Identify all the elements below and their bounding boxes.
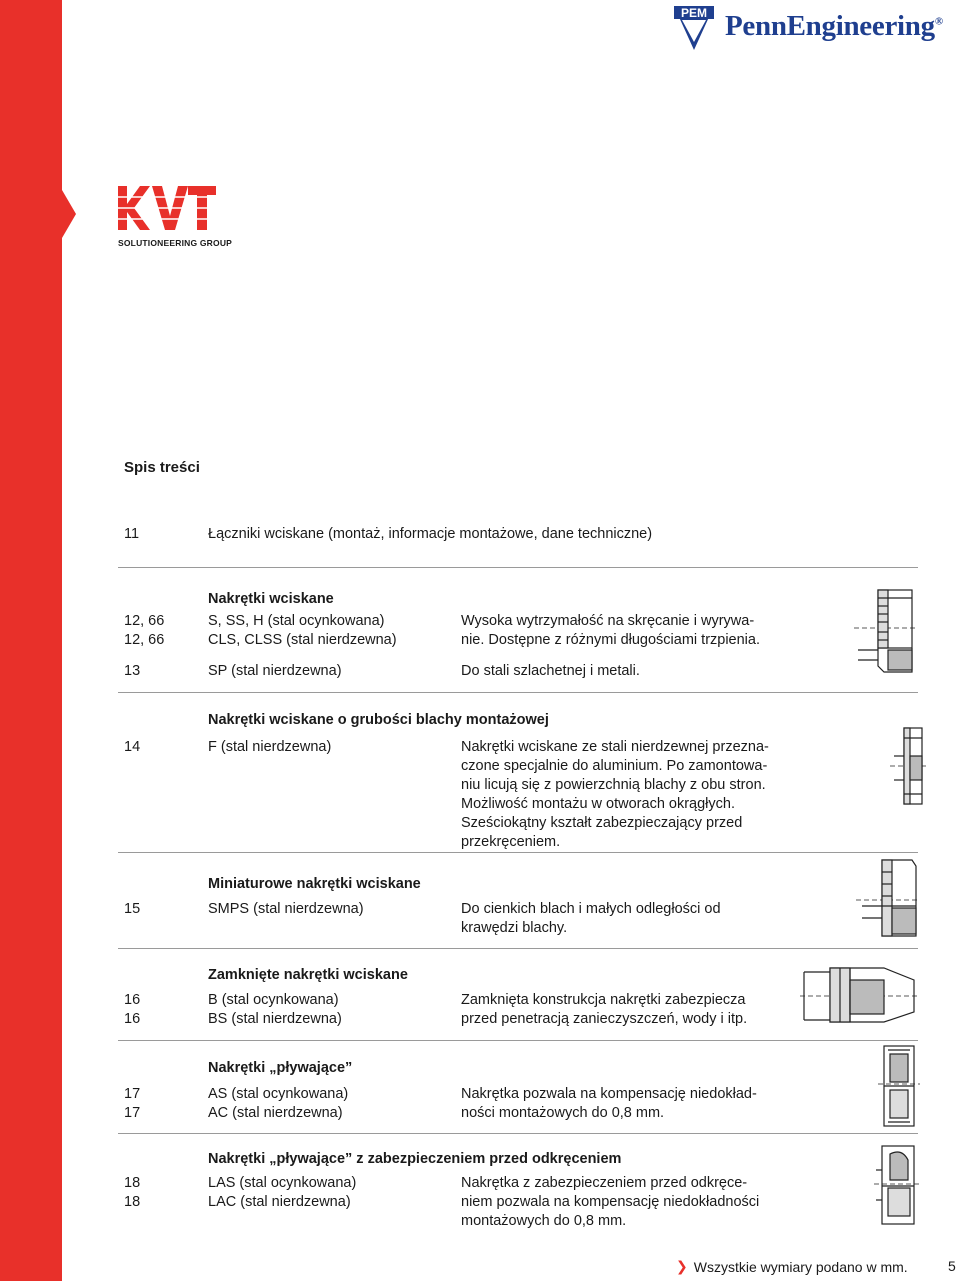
- section-description: ności montażowych do 0,8 mm.: [461, 1105, 665, 1121]
- footer-note: [676, 1258, 908, 1275]
- divider: [118, 852, 918, 853]
- side-accent-arrow: [62, 190, 76, 238]
- pennengineering-logo: [725, 10, 943, 43]
- section-description: czone specjalnie do aluminium. Po zamontowa-: [461, 758, 768, 774]
- page-number: 5: [948, 1258, 956, 1274]
- section-description: Sześciokątny kształt zabezpieczający przed: [461, 815, 743, 831]
- toc-item: SP (stal nierdzewna): [208, 663, 342, 679]
- registered-mark: ®: [934, 15, 943, 28]
- kvt-logo: [118, 186, 218, 241]
- toc-title: Spis treści: [124, 459, 200, 476]
- chevron-right-icon: ❯: [676, 1258, 688, 1274]
- toc-item: S, SS, H (stal ocynkowana): [208, 613, 385, 629]
- section-description: niu licują się z powierzchnią blachy z obu stron.: [461, 777, 766, 793]
- toc-item: B (stal ocynkowana): [208, 992, 339, 1008]
- section-description: niem pozwala na kompensację niedokładności: [461, 1194, 760, 1210]
- floating-nut-drawing: [878, 1042, 920, 1137]
- toc-page: 16: [124, 1011, 141, 1027]
- divider: [118, 948, 918, 949]
- toc-page: 14: [124, 739, 141, 755]
- section-description: montażowych do 0,8 mm.: [461, 1213, 627, 1229]
- section-description: Nakrętki wciskane ze stali nierdzewnej przezna-: [461, 739, 769, 755]
- toc-item: AS (stal ocynkowana): [208, 1086, 349, 1102]
- toc-item: F (stal nierdzewna): [208, 739, 332, 755]
- section-heading: Zamknięte nakrętki wciskane: [208, 967, 408, 983]
- toc-page: 17: [124, 1105, 141, 1121]
- press-nut-drawing: [854, 588, 916, 691]
- toc-item: SMPS (stal nierdzewna): [208, 901, 364, 917]
- section-description: przed penetracją zanieczyszczeń, wody i itp.: [461, 1011, 748, 1027]
- section-heading: Nakrętki wciskane o grubości blachy montażowej: [208, 712, 549, 728]
- intro-text: Łączniki wciskane (montaż, informacje montażowe, dane techniczne): [208, 526, 653, 542]
- divider: [118, 567, 918, 568]
- section-description: Wysoka wytrzymałość na skręcanie i wyrywa-: [461, 613, 755, 629]
- toc-item: AC (stal nierdzewna): [208, 1105, 343, 1121]
- divider: [118, 692, 918, 693]
- toc-page: 18: [124, 1194, 141, 1210]
- divider: [118, 1133, 918, 1134]
- section-description: krawędzi blachy.: [461, 920, 568, 936]
- pem-logo: [672, 4, 720, 59]
- penn-name: PennEngineering: [725, 10, 935, 42]
- toc-item: CLS, CLSS (stal nierdzewna): [208, 632, 397, 648]
- section-description: Nakrętka pozwala na kompensację niedokład-: [461, 1086, 757, 1102]
- side-accent-bar: [0, 0, 62, 1281]
- toc-page: 18: [124, 1175, 141, 1191]
- divider: [118, 1040, 918, 1041]
- kvt-tagline: SOLUTIONEERING GROUP: [118, 238, 233, 248]
- section-description: Nakrętka z zabezpieczeniem przed odkręce-: [461, 1175, 748, 1191]
- footer-text: Wszystkie wymiary podano w mm.: [693, 1258, 908, 1275]
- miniature-nut-drawing: [856, 856, 918, 947]
- section-description: przekręceniem.: [461, 834, 561, 850]
- section-description: Zamknięta konstrukcja nakrętki zabezpiecza: [461, 992, 746, 1008]
- pem-badge-text: PEM: [680, 6, 708, 20]
- section-description: Możliwość montażu w otworach okrągłych.: [461, 796, 735, 812]
- toc-page: 12, 66: [124, 632, 165, 648]
- toc-page: 13: [124, 663, 141, 679]
- section-description: nie. Dostępne z różnymi długościami trzpienia.: [461, 632, 760, 648]
- toc-item: LAS (stal ocynkowana): [208, 1175, 357, 1191]
- intro-page: 11: [124, 526, 140, 542]
- section-description: Do stali szlachetnej i metali.: [461, 663, 640, 679]
- toc-item: LAC (stal nierdzewna): [208, 1194, 351, 1210]
- section-heading: Nakrętki „pływające”: [208, 1060, 353, 1076]
- toc-item: BS (stal nierdzewna): [208, 1011, 342, 1027]
- blind-nut-drawing: [800, 962, 918, 1031]
- section-heading: Nakrętki „pływające” z zabezpieczeniem przed odkręceniem: [208, 1151, 622, 1167]
- section-heading: Miniaturowe nakrętki wciskane: [208, 876, 421, 892]
- locking-floating-nut-drawing: [874, 1140, 920, 1235]
- section-description: Do cienkich blach i małych odległości od: [461, 901, 721, 917]
- toc-page: 12, 66: [124, 613, 165, 629]
- toc-page: 16: [124, 992, 141, 1008]
- flush-nut-drawing: [890, 726, 926, 815]
- toc-page: 17: [124, 1086, 141, 1102]
- toc-page: 15: [124, 901, 141, 917]
- section-heading: Nakrętki wciskane: [208, 591, 334, 607]
